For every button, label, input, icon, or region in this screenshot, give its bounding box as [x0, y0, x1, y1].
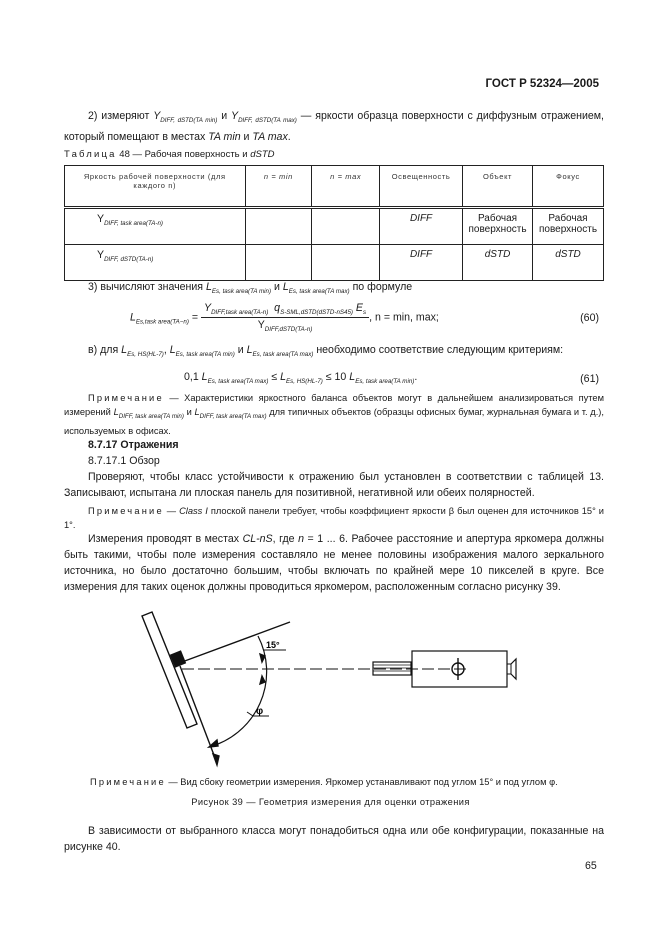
light-source: [170, 650, 186, 667]
angle-15-label: 15°: [266, 640, 280, 650]
text: Измерения проводят в местах: [88, 533, 243, 545]
text: ,: [163, 344, 170, 356]
section-heading: 8.7.17 Отражения: [88, 439, 179, 451]
symbol: Y: [231, 110, 239, 122]
symbol: Y: [257, 319, 265, 331]
note-class-i: [64, 504, 604, 532]
note-label: Примечание: [88, 506, 164, 516]
symbol: CL-nS: [242, 533, 273, 545]
note-label: Примечание: [90, 777, 166, 787]
table-48: [64, 165, 604, 281]
header-object: Объект: [463, 166, 533, 208]
cell-text: dSTD: [484, 249, 511, 260]
subscript: DIFF,task area(TA-n): [211, 309, 269, 316]
text: ≤: [268, 371, 281, 383]
panel-normal-line: [180, 666, 217, 763]
text: и: [183, 407, 195, 417]
caption-text: 48 — Рабочая поверхность и: [116, 149, 251, 160]
text: и: [271, 281, 283, 293]
symbol: Y: [97, 249, 105, 261]
text: = 1 ... 6. Рабочее расстояние и апертура яркомера должны быть такими, чтобы поле измерения составляло не менее половины изображения малого зеркального источника, но было достаточно большим, чтобы включать по крайней мере 10 пикселей в круге. Все измерения для таких оценок должны проводиться яркомером, расположенным согласно рисунку 39.: [64, 533, 605, 593]
table-header-row: [65, 166, 604, 208]
symbol: n: [298, 533, 304, 545]
page-number: 65: [585, 860, 597, 872]
arc-arrow-icon: [209, 740, 218, 747]
subscript: Es, task area(TA min): [175, 351, 235, 358]
equation-number-60: (60): [580, 312, 599, 324]
symbol: Y: [153, 110, 161, 122]
symbol: q: [274, 302, 281, 314]
cell-symbol: [65, 245, 246, 281]
subscript: Es, task area(TA max): [288, 288, 350, 295]
phi-label: φ: [256, 706, 264, 717]
text: .: [287, 131, 291, 143]
table-caption: [64, 149, 275, 160]
symbol: E: [355, 302, 363, 314]
paragraph-measure-y: [64, 108, 604, 145]
subscript: DIFF, task area(TA-n): [104, 220, 163, 227]
angle-arc: [209, 636, 267, 747]
header-focus: Фокус: [533, 166, 604, 208]
text: и: [217, 110, 231, 122]
symbol: L: [282, 281, 289, 293]
cell-focus: Рабочая поверхность: [533, 208, 604, 245]
symbol: Y: [204, 302, 212, 314]
text: и: [240, 131, 253, 143]
subscript: DIFF, task area(TA max): [199, 413, 267, 420]
symbol: L: [349, 371, 356, 383]
header-n-min: [245, 166, 312, 208]
note-brightness-balance: [64, 391, 604, 438]
text: для типичных объектов (образцы офисных бумаг, журнальная бумага и т. д.), используемых в офисах.: [64, 407, 604, 436]
text: 2) измеряют: [88, 110, 154, 122]
equation-number-61: (61): [580, 373, 599, 385]
symbol: Class I: [179, 506, 208, 516]
symbol: L: [201, 371, 208, 383]
numerator: [201, 302, 369, 318]
header-text: n = max: [330, 172, 362, 181]
cell-n-min: [245, 245, 312, 281]
symbol: L: [246, 344, 253, 356]
flat-panel: [142, 612, 197, 728]
symbol: TA min: [208, 131, 241, 143]
subscript: s: [363, 309, 367, 316]
text: в) для: [88, 344, 122, 356]
subscript: Es, task area(TA max): [207, 378, 269, 385]
paragraph-compute: [64, 279, 604, 300]
cell-n-max: [312, 208, 380, 245]
denominator: [201, 318, 369, 333]
cell-focus: [533, 245, 604, 281]
arrowhead-icon: [213, 754, 219, 765]
caption-label: Таблица: [64, 149, 117, 160]
note-label: Примечание: [88, 393, 164, 403]
header-n-max: [312, 166, 380, 208]
subscript: Es, task area(TA min): [211, 288, 272, 295]
symbol: L: [206, 281, 212, 293]
subscript: S-SML,dSTD(dSTD-nS45): [280, 309, 353, 316]
cell-n-max: [312, 245, 380, 281]
figure-caption: Рисунок 39 — Геометрия измерения для оценки отражения: [191, 797, 470, 807]
symbol: L: [169, 344, 176, 356]
text: —: [163, 506, 180, 516]
table-row: [65, 245, 604, 281]
subscript: Es, task area(TA max): [252, 351, 314, 358]
text: , n = min, max;: [369, 311, 439, 324]
subscript: DIFF, task area(TA min): [118, 413, 184, 420]
text: необходимо соответствие следующим критериям:: [313, 344, 564, 356]
cell-illumination: [380, 208, 463, 245]
text: — Характеристики яркостного баланса объектов могут в дальнейшем анализироваться путем измерений: [64, 393, 604, 417]
arc-arrow-icon: [260, 676, 265, 684]
paragraph-measurements: [64, 531, 604, 595]
symbol: L: [130, 311, 136, 324]
text: плоской панели требует, чтобы коэффициент яркости β был оценен для источников 15° и 1°.: [64, 506, 604, 530]
text: ≤ 10: [322, 371, 350, 383]
subscript: DIFF, dSTD(TA min): [160, 117, 218, 124]
header-illumination: Освещенность: [380, 166, 463, 208]
subscript: Es, HS(HL-7): [286, 378, 323, 385]
text: 0,1: [184, 371, 202, 383]
cell-object: [463, 245, 533, 281]
text: и: [234, 344, 247, 356]
text: , где: [272, 533, 299, 545]
cell-text: DIFF: [409, 213, 433, 224]
cell-n-min: [245, 208, 312, 245]
cell-text: dSTD: [555, 249, 581, 260]
paragraph-criteria: [64, 342, 604, 363]
text: — Вид сбоку геометрии измерения. Яркомер устанавливают под углом 15° и под углом φ.: [165, 777, 558, 787]
caption-italic: dSTD: [250, 149, 275, 160]
text: 3) вычисляют значения: [88, 281, 206, 293]
cell-object: Рабочая поверхность: [463, 208, 533, 245]
table-row: [65, 208, 604, 245]
symbol: L: [280, 371, 287, 383]
paragraph-reflection-class: Проверяют, чтобы класс устойчивости к отражению был установлен в соответствии с таблицей 13. Записывают, испытана ли плоская панель для позитивной, негативной или обеих полярностей.: [64, 471, 604, 499]
subscript: DIFF, dSTD(TA-n): [104, 256, 154, 263]
formula-61: [184, 371, 417, 385]
symbol: Y: [97, 213, 105, 225]
document-header: ГОСТ Р 52324—2005: [485, 78, 599, 90]
figure-note: [90, 775, 610, 789]
arc-arrow-icon: [260, 654, 265, 662]
paragraph-configurations: В зависимости от выбранного класса могут понадобиться одна или обе конфигурации, показанные на рисунке 40.: [64, 825, 604, 853]
cell-illumination: [380, 245, 463, 281]
subscript: Es,task area(TA−n): [135, 318, 189, 326]
subscript: DIFF,dSTD(TA-n): [264, 326, 313, 333]
formula-60: [130, 302, 439, 333]
text: по формуле: [349, 281, 413, 293]
fraction: [201, 302, 369, 333]
header-luminance: Яркость рабочей поверхности (для каждого n): [65, 166, 246, 208]
header-text: n = min: [263, 172, 293, 181]
symbol: L: [113, 407, 119, 417]
subscript: Es, HS(HL-7): [127, 351, 164, 358]
symbol: TA max: [252, 131, 288, 143]
subscript: Es, task area(TA min): [355, 378, 415, 385]
text: =: [188, 311, 201, 324]
subsection-heading: 8.7.17.1 Обзор: [88, 455, 160, 467]
cell-symbol: [65, 208, 246, 245]
symbol: L: [121, 344, 128, 356]
cell-text: DIFF: [409, 249, 433, 260]
symbol: L: [194, 407, 200, 417]
text: — яркости образца поверхности с диффузным отражением, который помещают в местах: [64, 110, 604, 143]
figure-39-diagram: [120, 600, 540, 770]
subscript: DIFF, dSTD(TA max): [238, 117, 297, 124]
text: .: [414, 371, 418, 383]
